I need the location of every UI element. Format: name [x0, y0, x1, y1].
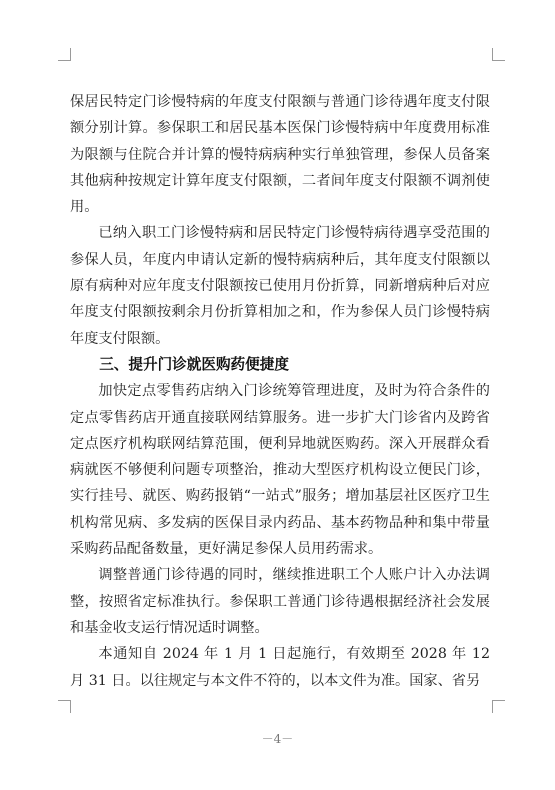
paragraph-personal-account: 调整普通门诊待遇的同时，继续推进职工个人账户计入办法调整，按照省定标准执行。参保职工普通门诊待遇根据经济社会发展和基金收支运行情况适时调整。 — [70, 567, 490, 636]
section-heading-3: 三、提升门诊就医购药便捷度 — [99, 355, 289, 373]
paragraph-effective-date: 本通知自 2024 年 1 月 1 日起施行，有效期至 2028 年 12 月 31 日。以往规定与本文件不符的，以本文件为准。国家、省另 — [70, 646, 490, 689]
page-number: －4－ — [261, 732, 294, 746]
paragraph-continuation: 保居民特定门诊慢特病的年度支付限额与普通门诊待遇年度支付限额分别计算。参保职工和居民基本医保门诊慢特病中年度费用标准为限额与住院合并计算的慢特病病种实行单独管理，参保人员备案其他病种按规定计算年度支付限额，二者间年度支付限额不调剂使用。 — [70, 94, 490, 216]
crop-mark-bottom-right — [492, 700, 505, 713]
paragraph-quota-conversion: 已纳入职工门诊慢特病和居民特定门诊慢特病待遇享受范围的参保人员，年度内申请认定新的慢特病病种后，其年度支付限额以原有病种对应年度支付限额按已使用月份折算，同新增病种后对应年度支付限额按剩余月份折算相加之和，作为参保人员门诊慢特病年度支付限额。 — [70, 225, 490, 347]
crop-mark-bottom-left — [58, 700, 71, 713]
crop-mark-top-left — [58, 48, 71, 61]
crop-mark-top-right — [492, 48, 505, 61]
document-body — [70, 89, 490, 694]
paragraph-pharmacy-settlement: 加快定点零售药店纳入门诊统筹管理进度，及时为符合条件的定点零售药店开通直接联网结算服务。进一步扩大门诊省内及跨省定点医疗机构联网结算范围，便利异地就医购药。深入开展群众看病就医不够便利问题专项整治，推动大型医疗机构设立便民门诊，实行挂号、就医、购药报销“一站式”服务；增加基层社区医疗卫生机构常见病、多发病的医保目录内药品、基本药物品种和集中带量采购药品配备数量，更好满足参保人员用药需求。 — [70, 383, 490, 558]
